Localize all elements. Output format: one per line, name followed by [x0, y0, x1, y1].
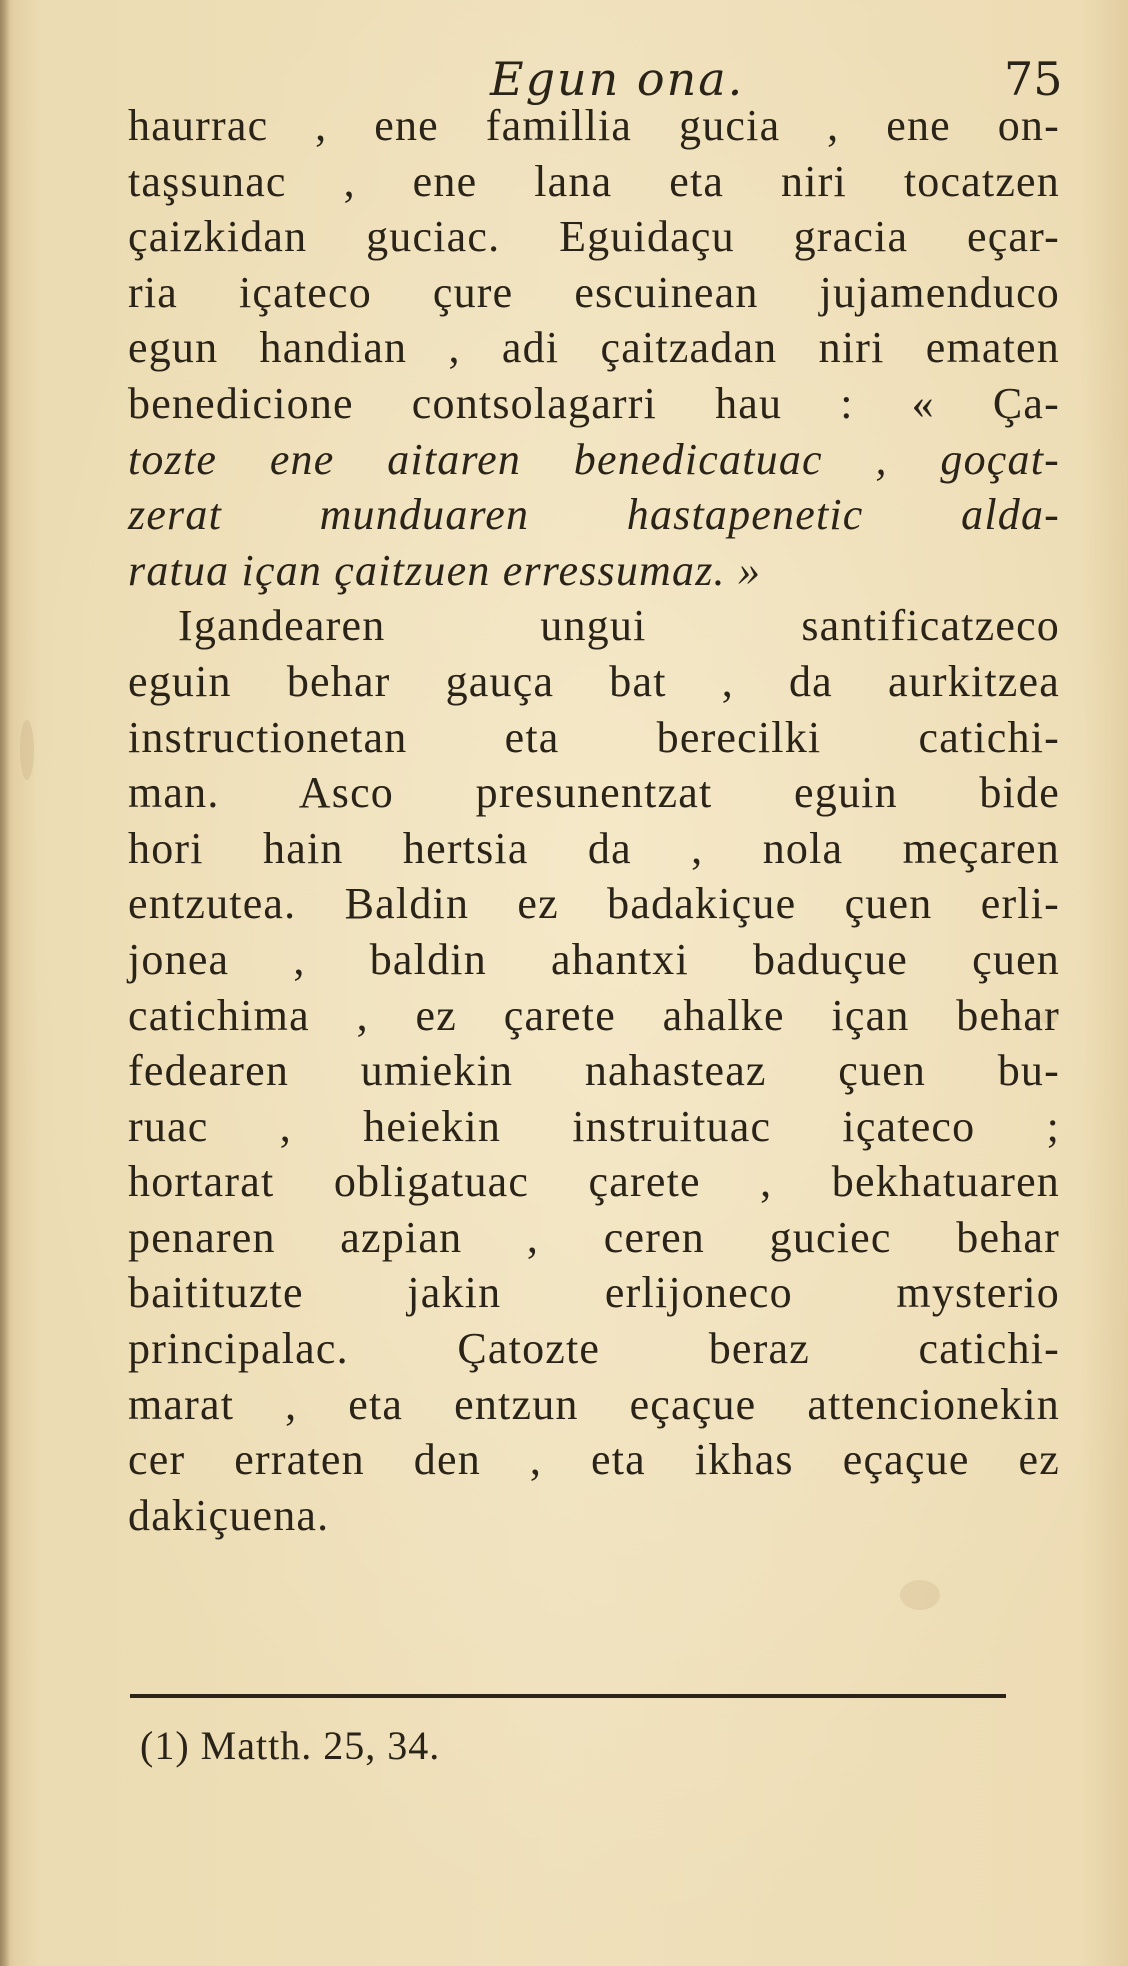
text-line: marat , eta entzun eçaçue attencionekin [128, 1379, 1060, 1429]
text-line: eguin behar gauça bat , da aurkitzea [128, 656, 1060, 706]
text-line: instructionetan eta berecilki catichi- [128, 712, 1060, 762]
text-line: benedicione contsolagarri hau : « Ça- [128, 378, 1060, 428]
text-line: entzutea. Baldin ez badakiçue çuen erli- [128, 879, 1060, 929]
foxing-stain [20, 720, 34, 780]
text-line: cer erraten den , eta ikhas eçaçue ez [128, 1435, 1060, 1485]
foxing-stain [900, 1580, 940, 1610]
text-line: penaren azpian , ceren guciec behar [128, 1212, 1060, 1262]
text-line: dakiçuena. [128, 1490, 330, 1540]
footnote: (1) Matth. 25, 34. [140, 1723, 441, 1768]
text-line: jonea , baldin ahantxi baduçue çuen [128, 934, 1060, 984]
text-line: taşsunac , ene lana eta niri tocatzen [128, 156, 1060, 206]
footnote-rule [130, 1694, 1006, 1698]
body-text [128, 98, 1060, 1543]
text-line: fedearen umiekin nahasteaz çuen bu- [128, 1046, 1060, 1096]
text-line: egun handian , adi çaitzadan niri ematen [128, 323, 1060, 373]
text-line: principalac. Çatozte beraz catichi- [128, 1324, 1060, 1374]
page-edge-shadow [0, 0, 10, 1966]
text-line: man. Asco presunentzat eguin bide [128, 768, 1060, 818]
text-line: baitituzte jakin erlijoneco mysterio [128, 1268, 1060, 1318]
text-line: hortarat obligatuac çarete , bekhatuaren [128, 1157, 1060, 1207]
running-head-title: Egun ona. [490, 52, 745, 106]
text-line: catichima , ez çarete ahalke içan behar [128, 990, 1060, 1040]
text-line: çaizkidan guciac. Eguidaçu gracia eçar- [128, 212, 1060, 262]
text-line: haurrac , ene famillia gucia , ene on- [128, 101, 1060, 150]
paragraph-start-line: Igandearen ungui santificatzeco [178, 601, 1060, 651]
quotation-line: tozte ene aitaren benedicatuac , goçat- [128, 434, 1060, 484]
page-number: 75 [1004, 52, 1063, 106]
quotation-line: zerat munduaren hastapenetic alda- [128, 490, 1060, 540]
quotation-line: ratua içan çaitzuen erressumaz. » [128, 545, 762, 595]
text-line: ruac , heiekin instruituac içateco ; [128, 1101, 1060, 1151]
text-line: hori hain hertsia da , nola meçaren [128, 823, 1060, 873]
text-line: ria içateco çure escuinean jujamenduco [128, 267, 1060, 317]
